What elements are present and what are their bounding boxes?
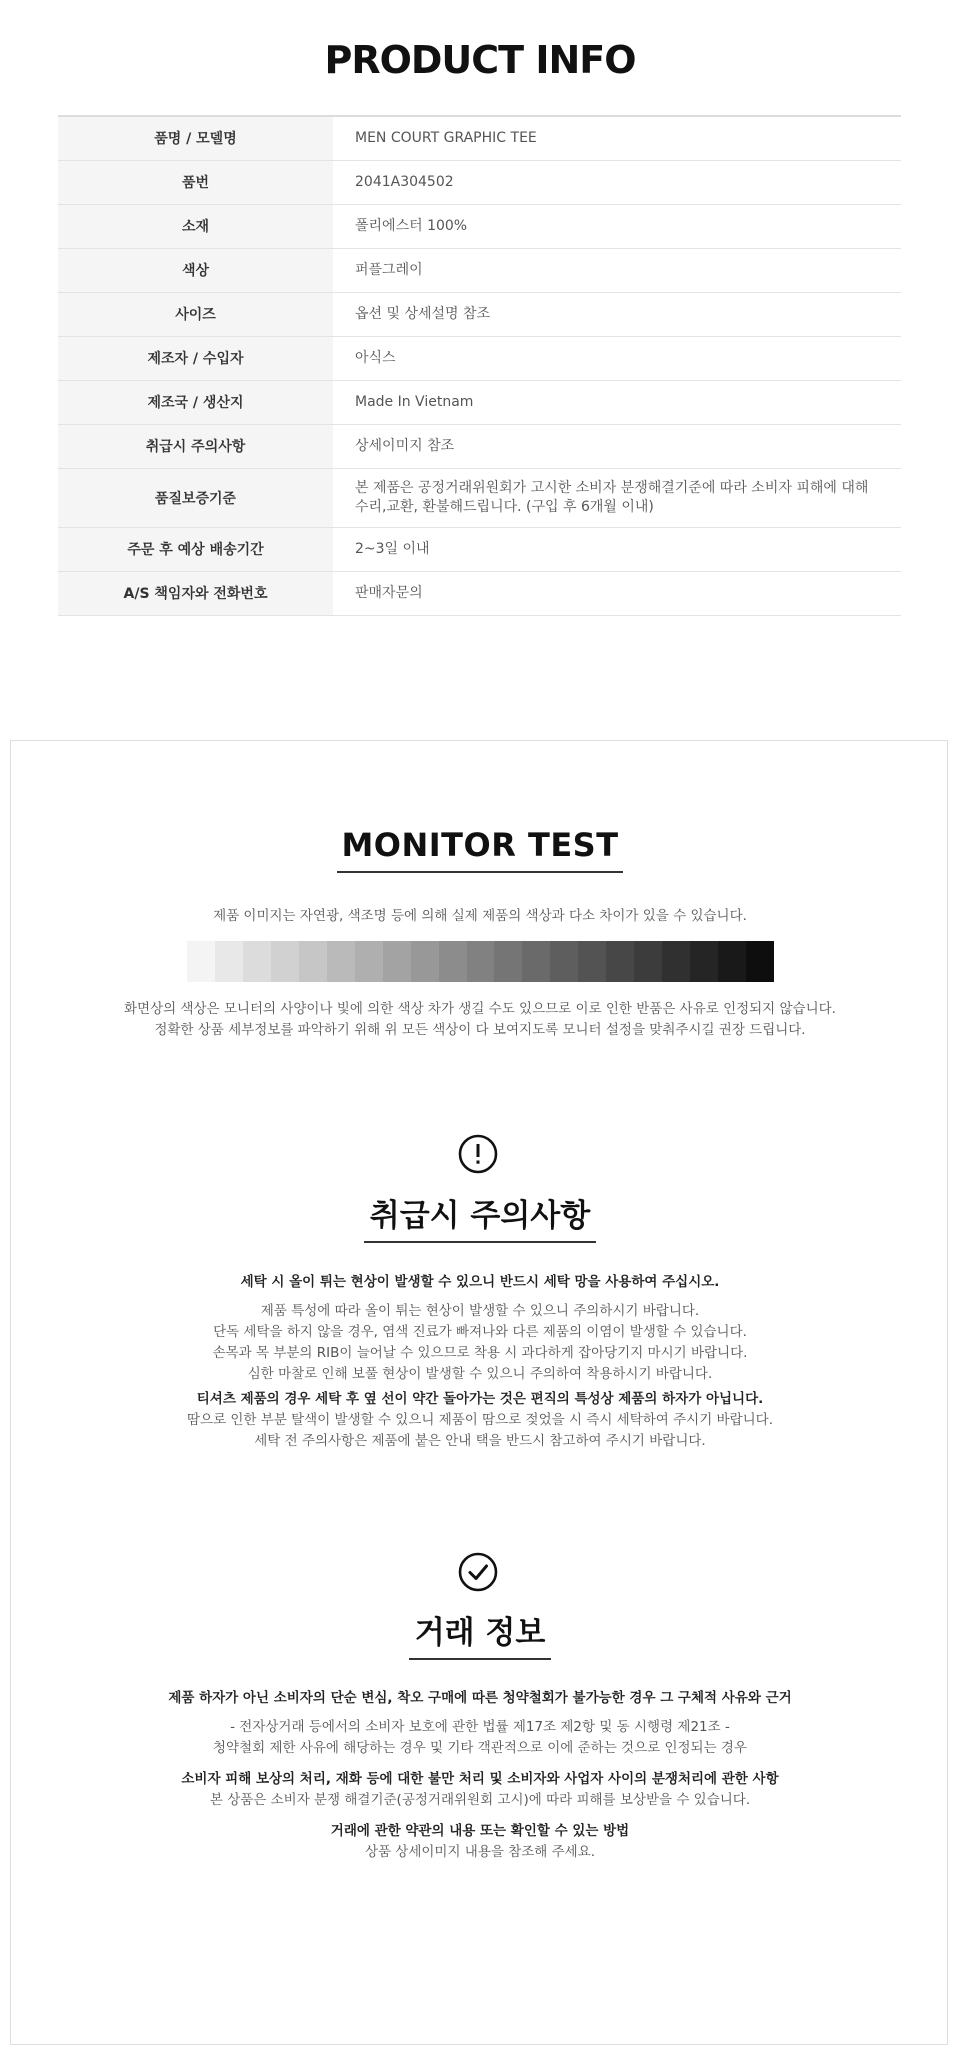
note-line: 화면상의 색상은 모니터의 사양이나 빛에 의한 색상 차가 생길 수도 있으므로 이로 인한 반품은 사유로 인정되지 않습니다. bbox=[124, 1001, 836, 1017]
gray-swatch bbox=[662, 941, 690, 982]
care-title bbox=[0, 1190, 960, 1243]
gray-swatch bbox=[746, 941, 774, 982]
row-value bbox=[333, 468, 901, 527]
grayscale-bar bbox=[187, 941, 774, 982]
row-label: 사이즈 bbox=[58, 292, 333, 336]
row-value: 2~3일 이내 bbox=[333, 527, 901, 571]
care-content bbox=[0, 1272, 960, 1452]
row-label: 품번 bbox=[58, 160, 333, 204]
gray-swatch bbox=[578, 941, 606, 982]
table-row bbox=[58, 336, 901, 380]
care-line: 세탁 전 주의사항은 제품에 붙은 안내 택을 반드시 참고하여 주시기 바랍니다. bbox=[254, 1433, 706, 1449]
row-value: 폴리에스터 100% bbox=[333, 204, 901, 248]
trade-line: 상품 상세이미지 내용을 참조해 주세요. bbox=[364, 1844, 596, 1860]
trade-title-text: 거래 정보 bbox=[409, 1607, 552, 1660]
trade-heading: 제품 하자가 아닌 소비자의 단순 변심, 착오 구매에 따른 청약철회가 불가능한 경우 그 구체적 사유와 근거 bbox=[168, 1690, 792, 1706]
gray-swatch bbox=[327, 941, 355, 982]
care-line: 손목과 목 부분의 RIB이 늘어날 수 있으므로 착용 시 과다하게 잡아당기지 마시기 바랍니다. bbox=[212, 1345, 748, 1361]
gray-swatch bbox=[718, 941, 746, 982]
table-row bbox=[58, 248, 901, 292]
row-label: A/S 책임자와 전화번호 bbox=[58, 571, 333, 615]
row-value: 판매자문의 bbox=[333, 571, 901, 615]
product-info-table bbox=[58, 115, 901, 616]
row-label: 소재 bbox=[58, 204, 333, 248]
row-value: 옵션 및 상세설명 참조 bbox=[333, 292, 901, 336]
gray-swatch bbox=[355, 941, 383, 982]
product-info-title: PRODUCT INFO bbox=[324, 38, 636, 82]
table-row bbox=[58, 468, 901, 527]
monitor-test-intro: 제품 이미지는 자연광, 색조명 등에 의해 실제 제품의 색상과 다소 차이가 있을 수 있습니다. bbox=[213, 908, 747, 924]
trade-line: 본 상품은 소비자 분쟁 해결기준(공정거래위원회 고시)에 따라 피해를 보상받을 수 있습니다. bbox=[209, 1792, 751, 1808]
gray-swatch bbox=[215, 941, 243, 982]
gray-swatch bbox=[383, 941, 411, 982]
trade-heading: 소비자 피해 보상의 처리, 재화 등에 대한 불만 처리 및 소비자와 사업자 사이의 분쟁처리에 관한 사항 bbox=[181, 1771, 779, 1787]
row-value: 2041A304502 bbox=[333, 160, 901, 204]
row-value: Made In Vietnam bbox=[333, 380, 901, 424]
care-heading: 티셔츠 제품의 경우 세탁 후 옆 선이 약간 돌아가는 것은 편직의 특성상 제품의 하자가 아닙니다. bbox=[196, 1391, 764, 1407]
row-label: 주문 후 예상 배송기간 bbox=[58, 527, 333, 571]
check-circle-icon bbox=[458, 1552, 498, 1592]
trade-line: - 전자상거래 등에서의 소비자 보호에 관한 법률 제17조 제2항 및 동 시행령 제21조 - bbox=[230, 1719, 730, 1735]
gray-swatch bbox=[187, 941, 215, 982]
row-label: 품질보증기준 bbox=[58, 468, 333, 527]
care-line: 제품 특성에 따라 올이 튀는 현상이 발생할 수 있으니 주의하시기 바랍니다. bbox=[260, 1303, 700, 1319]
row-value-line: 본 제품은 공정거래위원회가 고시한 소비자 분쟁해결기준에 따라 소비자 피해에 대해 bbox=[355, 479, 869, 496]
gray-swatch bbox=[690, 941, 718, 982]
gray-swatch bbox=[550, 941, 578, 982]
table-row bbox=[58, 160, 901, 204]
row-label: 품명 / 모델명 bbox=[58, 116, 333, 160]
note-line: 정확한 상품 세부정보를 파악하기 위해 위 모든 색상이 다 보여지도록 모니터 설정을 맞춰주시길 권장 드립니다. bbox=[154, 1022, 806, 1038]
gray-swatch bbox=[494, 941, 522, 982]
exclamation-circle-icon bbox=[458, 1134, 498, 1174]
monitor-test-note bbox=[0, 999, 960, 1041]
row-value: 아식스 bbox=[333, 336, 901, 380]
table-row bbox=[58, 571, 901, 615]
gray-swatch bbox=[299, 941, 327, 982]
gray-swatch bbox=[606, 941, 634, 982]
row-value: MEN COURT GRAPHIC TEE bbox=[333, 116, 901, 160]
row-label: 취급시 주의사항 bbox=[58, 424, 333, 468]
trade-content bbox=[0, 1688, 960, 1863]
table-row bbox=[58, 204, 901, 248]
trade-title bbox=[0, 1607, 960, 1660]
row-value: 퍼플그레이 bbox=[333, 248, 901, 292]
monitor-test-title-text: MONITOR TEST bbox=[337, 826, 622, 873]
care-title-text: 취급시 주의사항 bbox=[364, 1190, 596, 1243]
gray-swatch bbox=[634, 941, 662, 982]
gray-swatch bbox=[271, 941, 299, 982]
monitor-test-title bbox=[0, 826, 960, 873]
row-label: 제조자 / 수입자 bbox=[58, 336, 333, 380]
table-row bbox=[58, 292, 901, 336]
gray-swatch bbox=[522, 941, 550, 982]
trade-line: 청약철회 제한 사유에 해당하는 경우 및 기타 객관적으로 이에 준하는 것으로 인정되는 경우 bbox=[212, 1740, 747, 1756]
gray-swatch bbox=[439, 941, 467, 982]
gray-swatch bbox=[411, 941, 439, 982]
care-line: 땀으로 인한 부분 탈색이 발생할 수 있으니 제품이 땀으로 젖었을 시 즉시 세탁하여 주시기 바랍니다. bbox=[186, 1412, 773, 1428]
row-label: 제조국 / 생산지 bbox=[58, 380, 333, 424]
trade-heading: 거래에 관한 약관의 내용 또는 확인할 수 있는 방법 bbox=[330, 1823, 630, 1839]
gray-swatch bbox=[243, 941, 271, 982]
table-row bbox=[58, 424, 901, 468]
table-row bbox=[58, 380, 901, 424]
row-value: 상세이미지 참조 bbox=[333, 424, 901, 468]
care-line: 심한 마찰로 인해 보풀 현상이 발생할 수 있으니 주의하여 착용하시기 바랍니다. bbox=[247, 1366, 713, 1382]
care-heading: 세탁 시 올이 튀는 현상이 발생할 수 있으니 반드시 세탁 망을 사용하여 주십시오. bbox=[240, 1274, 720, 1290]
table-row bbox=[58, 527, 901, 571]
row-label: 색상 bbox=[58, 248, 333, 292]
table-row bbox=[58, 116, 901, 160]
care-line: 단독 세탁을 하지 않을 경우, 염색 진료가 빠져나와 다른 제품의 이염이 발생할 수 있습니다. bbox=[213, 1324, 747, 1340]
gray-swatch bbox=[467, 941, 495, 982]
row-value-line: 수리,교환, 환불해드립니다. (구입 후 6개월 이내) bbox=[355, 498, 654, 515]
